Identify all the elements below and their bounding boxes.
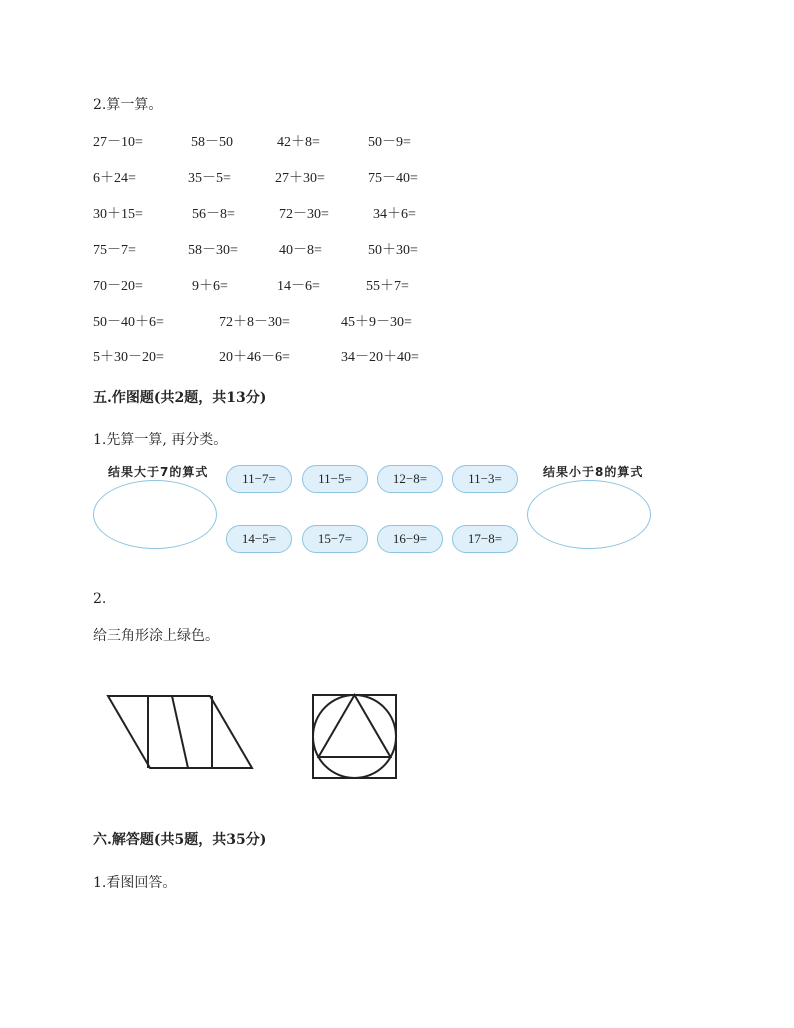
calc-item: 58－50 xyxy=(191,135,233,150)
calc-item: 50－9= xyxy=(368,135,411,150)
calc-item: 72＋8－30= xyxy=(219,315,290,330)
calc-item: 75－7= xyxy=(93,243,136,258)
calc-item: 42＋8= xyxy=(277,135,320,150)
calc-item: 70－20= xyxy=(93,279,143,294)
section5-q1-prompt: 1.先算一算, 再分类。 xyxy=(93,432,228,448)
section5-heading: 五.作图题(共2题，共13分) xyxy=(93,390,267,406)
calc-item: 20＋46－6= xyxy=(219,350,290,365)
expression-pill[interactable]: 11−3= xyxy=(452,465,518,493)
calc-item: 35－5= xyxy=(188,171,231,186)
section6-q1-prompt: 1.看图回答。 xyxy=(93,875,177,891)
calc-item: 55＋7= xyxy=(366,279,409,294)
calc-item: 58－30= xyxy=(188,243,238,258)
left-oval[interactable] xyxy=(93,480,217,549)
right-oval-label: 结果小于8的算式 xyxy=(543,465,644,479)
calc-item: 9＋6= xyxy=(192,279,228,294)
calc-item: 6＋24= xyxy=(93,171,136,186)
calc-item: 34－20＋40= xyxy=(341,350,419,365)
expression-pill[interactable]: 11−7= xyxy=(226,465,292,493)
calc-item: 5＋30－20= xyxy=(93,350,164,365)
expression-pill[interactable]: 15−7= xyxy=(302,525,368,553)
expression-pill[interactable]: 17−8= xyxy=(452,525,518,553)
calc-item: 50＋30= xyxy=(368,243,418,258)
calc-item: 27＋30= xyxy=(275,171,325,186)
calc-item: 30＋15= xyxy=(93,207,143,222)
calc-item: 56－8= xyxy=(192,207,235,222)
calc-item: 45＋9－30= xyxy=(341,315,412,330)
shapes-figure xyxy=(100,688,420,784)
calc-item: 72－30= xyxy=(279,207,329,222)
calc-item: 40－8= xyxy=(279,243,322,258)
expression-pill[interactable]: 11−5= xyxy=(302,465,368,493)
section5-q2-prompt: 给三角形涂上绿色。 xyxy=(93,628,219,644)
square-circle-triangle-shape[interactable] xyxy=(313,695,396,778)
right-oval[interactable] xyxy=(527,480,651,549)
expression-pill[interactable]: 12−8= xyxy=(377,465,443,493)
parallelogram-shape[interactable] xyxy=(108,696,252,768)
calc-item: 27－10= xyxy=(93,135,143,150)
left-oval-label: 结果大于7的算式 xyxy=(108,465,209,479)
section5-q2-number: 2. xyxy=(93,591,107,607)
expression-pill[interactable]: 16−9= xyxy=(377,525,443,553)
calc-item: 14－6= xyxy=(277,279,320,294)
calc-item: 75－40= xyxy=(368,171,418,186)
calc-item: 50－40＋6= xyxy=(93,315,164,330)
calc-title: 2.算一算。 xyxy=(93,97,163,113)
expression-pill[interactable]: 14−5= xyxy=(226,525,292,553)
section6-heading: 六.解答题(共5题，共35分) xyxy=(93,832,267,848)
calc-item: 34＋6= xyxy=(373,207,416,222)
